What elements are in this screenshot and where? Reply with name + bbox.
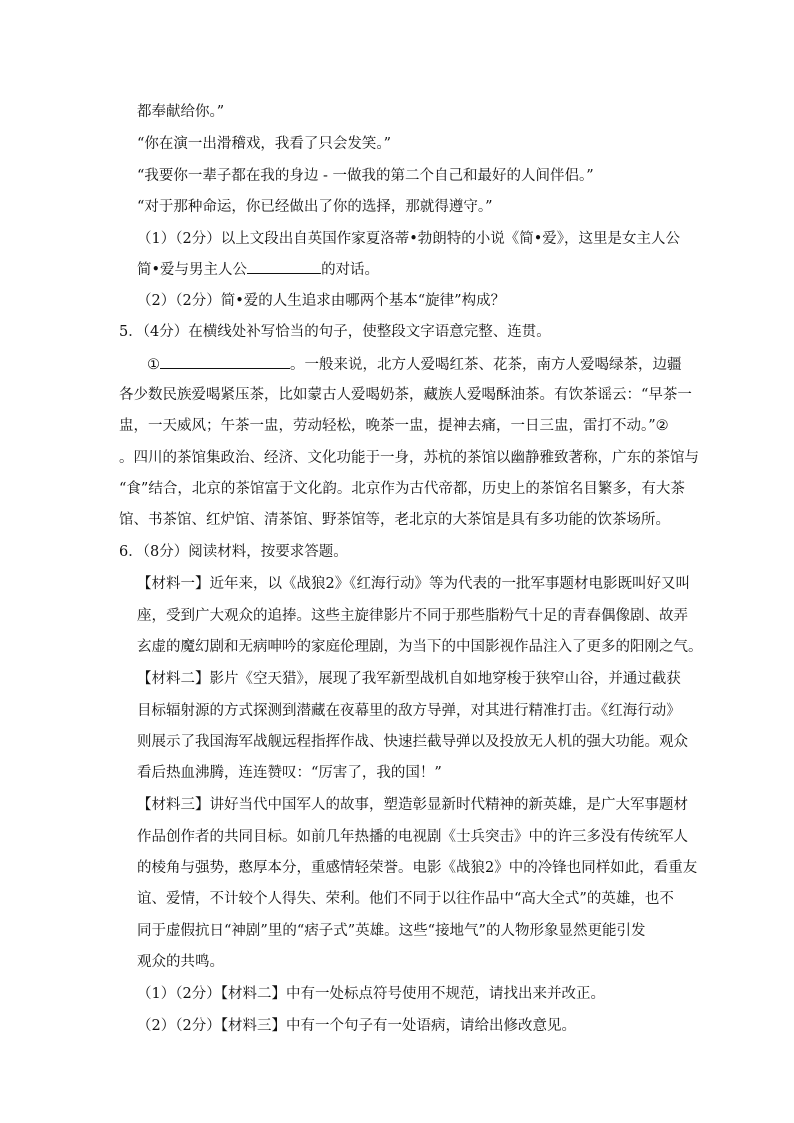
q5-line [147, 354, 682, 375]
material-1-line: 座，受到广大观众的追捧。这些主旋律影片不同于那些脂粉气十足的青春偶像剧、故弄 [137, 608, 688, 624]
material-3-line: 观众的共鸣。 [137, 954, 224, 970]
passage-line: “我要你一辈子都在我的身边 - 一做我的第二个自己和最好的人间伴侣。” [137, 168, 594, 184]
passage-line: 都奉献给你。” [137, 104, 225, 120]
material-3-line: 作品创作者的共同目标。如前几年热播的电视剧《士兵突击》中的许三多没有传统军人 [137, 829, 688, 845]
q4-sub2: （2）（2分）简•爱的人生追求由哪两个基本“旋律”构成？ [137, 293, 506, 309]
q6-sub1: （1）（2分）【材料二】中有一处标点符号使用不规范，请找出来并改正。 [137, 986, 605, 1002]
material-1-line: 【材料一】近年来，以《战狼2》《红海行动》等为代表的一批军事题材电影既叫好又叫 [137, 576, 690, 592]
q5-text: 盅，一天威风；午茶一盅，劳动轻松，晚茶一盅，提神去痛，一日三盅，雷打不动。” [119, 418, 656, 434]
passage-line: “对于那种命运，你已经做出了你的选择，那就得遵守。” [137, 199, 493, 215]
q5-line: 。四川的茶馆集政治、经济、文化功能于一身，苏杭的茶馆以幽静雅致著称，广东的茶馆与 [119, 450, 699, 466]
answer-blank[interactable] [247, 259, 321, 274]
material-1-line: 玄虚的魔幻剧和无病呻吟的家庭伦理剧，为当下的中国影视作品注入了更多的阳刚之气。 [137, 639, 703, 655]
material-3-line: 的棱角与强势，憨厚本分，重感情轻荣誉。电影《战狼2》中的冷锋也同样如此，看重友 [137, 860, 698, 876]
q4-sub1: （1）（2分）以上文段出自英国作家夏洛蒂•勃朗特的小说《简•爱》，这里是女主人公 [137, 231, 681, 247]
q5-line: 各少数民族爱喝紧压茶，比如蒙古人爱喝奶茶，藏族人爱喝酥油茶。有饮茶谣云：“早茶一 [119, 387, 692, 403]
material-2-line: 【材料二】影片《空天猎》，展现了我军新型战机自如地穿梭于狭窄山谷，并通过截获 [137, 671, 681, 687]
q6-sub2: （2）（2分）【材料三】中有一个句子有一处语病，请给出修改意见。 [137, 1018, 576, 1034]
q5-line: 馆、书茶馆、红炉馆、清茶馆、野茶馆等，老北京的大茶馆是具有多功能的饮茶场所。 [119, 512, 670, 528]
blank-marker-1: ① [147, 357, 160, 373]
blank-marker-2: ② [655, 418, 669, 434]
q5-line: “食”结合，北京的茶馆富于文化韵。北京作为古代帝都，历史上的茶馆名目繁多，有大茶 [119, 481, 685, 497]
material-3-line: 同于虚假抗日“神剧”里的“痞子式”英雄。这些“接地气”的人物形象显然更能引发 [137, 923, 646, 939]
material-3-line: 【材料三】讲好当代中国军人的故事，塑造彰显新时代精神的新英雄，是广大军事题材 [137, 797, 688, 813]
q4-sub1-text: 的对话。 [321, 262, 380, 278]
q5-stem: 5．（4分）在横线处补写恰当的句子，使整段文字语意完整、连贯。 [119, 324, 551, 340]
material-2-line: 则展示了我国海军战舰远程指挥作战、快速拦截导弹以及投放无人机的强大功能。观众 [137, 734, 688, 750]
passage-line: “你在演一出滑稽戏，我看了只会发笑。” [137, 136, 392, 152]
q4-sub1-text: 简•爱与男主人公 [137, 262, 248, 278]
q5-text: 。一般来说，北方人爱喝红茶、花茶，南方人爱喝绿茶，边疆 [290, 357, 682, 373]
answer-blank-1[interactable] [160, 354, 290, 369]
q4-sub1-cont [137, 259, 379, 280]
q5-line [119, 416, 669, 436]
q6-stem: 6．（8分）阅读材料，按要求答题。 [119, 544, 348, 560]
material-2-line: 看后热血沸腾，连连赞叹：“厉害了，我的国！” [137, 765, 442, 781]
material-3-line: 谊、爱情，不计较个人得失、荣利。他们不同于以往作品中“高大全式”的英雄，也不 [137, 891, 674, 907]
material-2-line: 目标辐射源的方式探测到潜藏在夜幕里的敌方导弹，对其进行精准打击。《红海行动》 [137, 703, 681, 719]
